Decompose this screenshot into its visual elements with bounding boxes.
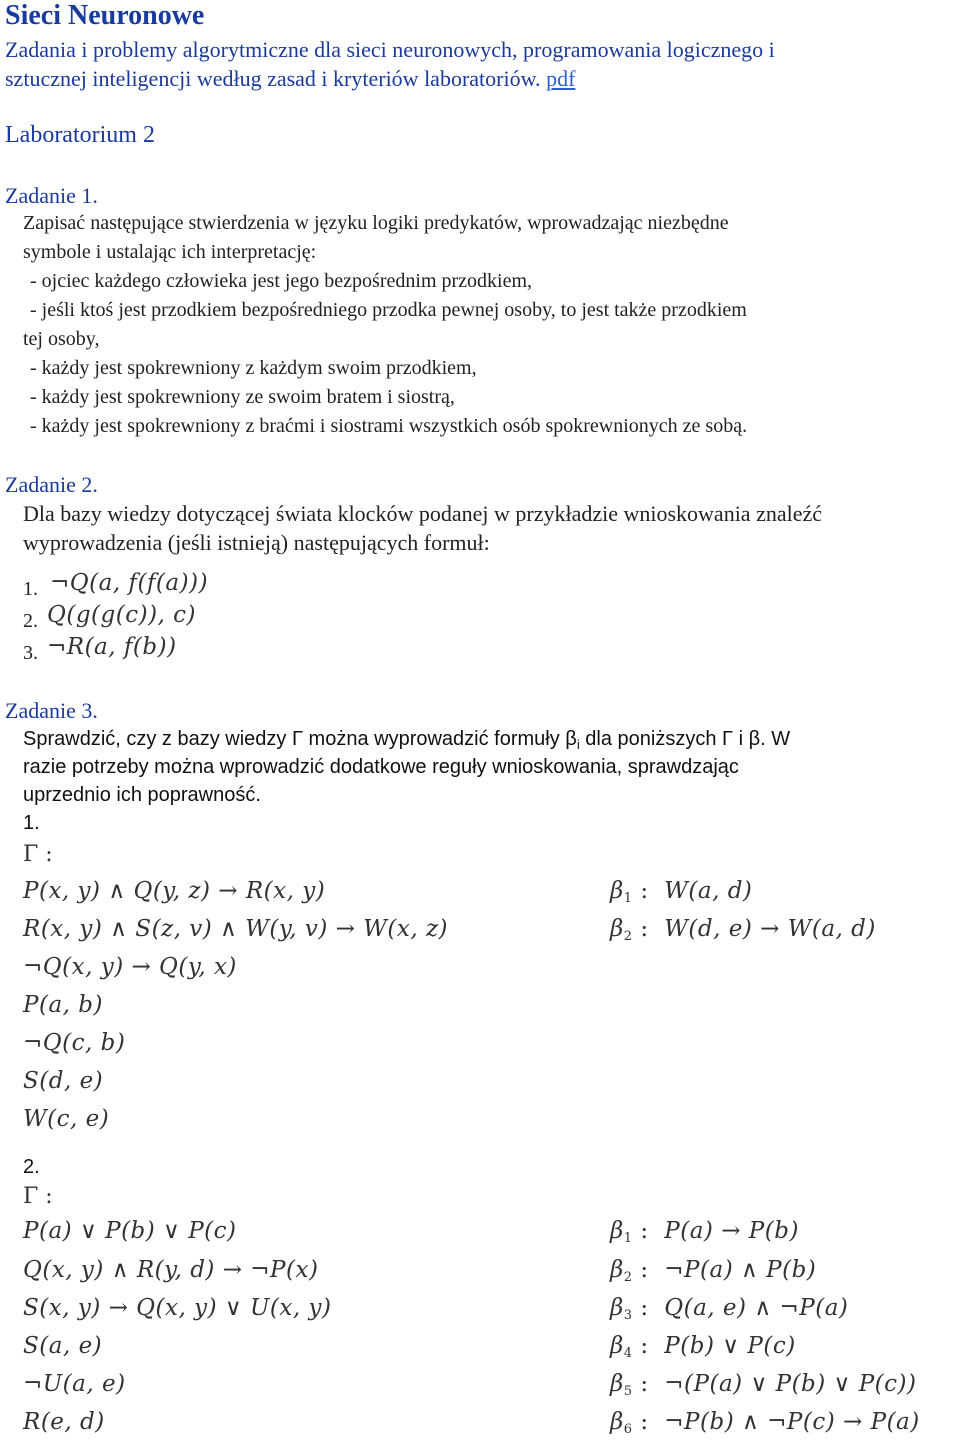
set-2-gamma-formula: P(a) ∨ P(b) ∨ P(c) [23, 1218, 237, 1244]
task-3-line [23, 728, 790, 752]
set-1-beta: $\beta_1$ : W(a, d) [610, 878, 753, 906]
task-2-item-number: 3. [23, 642, 38, 664]
task-3-line-text: Sprawdzić, czy z bazy wiedzy Γ można wyprowadzić formuły β [23, 728, 577, 750]
set-1-gamma-formula: P(x, y) ∧ Q(y, z) → R(x, y) [23, 878, 326, 904]
set-2-gamma-formula: Q(x, y) ∧ R(y, d) → ¬P(x) [23, 1257, 319, 1283]
set-2-beta: $\beta_4$ : P(b) ∨ P(c) [610, 1333, 796, 1361]
task-3-line: uprzednio ich poprawność. [23, 784, 261, 806]
task-2-item-number: 1. [23, 578, 38, 600]
set-2-gamma-formula: R(e, d) [23, 1409, 105, 1435]
set-1-gamma-formula: ¬Q(c, b) [23, 1030, 126, 1056]
set-2-gamma-formula: S(a, e) [23, 1333, 103, 1359]
task-2-line: Dla bazy wiedzy dotyczącej świata klocków podanej w przykładzie wnioskowania znaleźć [23, 501, 823, 526]
task-1-line: symbole i ustalając ich interpretację: [23, 241, 317, 263]
task-1-line: - każdy jest spokrewniony ze swoim bratem i siostrą, [30, 386, 455, 408]
set-2-beta: $\beta_5$ : ¬(P(a) ∨ P(b) ∨ P(c)) [610, 1371, 917, 1399]
task-1-line: tej osoby, [23, 328, 100, 350]
task-1-line: - ojciec każdego człowieka jest jego bezpośrednim przodkiem, [30, 270, 533, 292]
task-2-formula: ¬R(a, f(b)) [47, 634, 177, 660]
pdf-link[interactable]: pdf [546, 66, 576, 91]
lab-title: Laboratorium 2 [5, 122, 155, 148]
task-1-line: - jeśli ktoś jest przodkiem bezpośredniego przodka pewnej osoby, to jest także przodkiem [30, 299, 747, 321]
task-2-formula: ¬Q(a, f(f(a))) [50, 570, 209, 596]
task-2-formula: Q(g(g(c)), c) [47, 602, 197, 628]
set-2-beta: $\beta_3$ : Q(a, e) ∧ ¬P(a) [610, 1295, 849, 1323]
task-3-line: razie potrzeby można wprowadzić dodatkowe reguły wnioskowania, sprawdzając [23, 756, 739, 778]
set-1-gamma-formula: R(x, y) ∧ S(z, v) ∧ W(y, v) → W(x, z) [23, 916, 449, 942]
set-1-gamma-formula: W(c, e) [23, 1106, 110, 1132]
task-1-line: Zapisać następujące stwierdzenia w języku logiki predykatów, wprowadzając niezbędne [23, 212, 729, 234]
set-1-number: 1. [23, 812, 40, 834]
beta-subscript: i [576, 737, 580, 752]
set-2-beta: $\beta_1$ : P(a) → P(b) [610, 1218, 799, 1246]
set-2-gamma-label: Γ : [23, 1184, 53, 1209]
task-3-heading: Zadanie 3. [5, 698, 98, 723]
set-1-gamma-formula: S(d, e) [23, 1068, 104, 1094]
set-1-beta: $\beta_2$ : W(d, e) → W(a, d) [610, 916, 876, 944]
task-1-line: - każdy jest spokrewniony z braćmi i siostrami wszystkich osób spokrewnionych ze sobą. [30, 415, 748, 437]
task-2-heading: Zadanie 2. [5, 472, 98, 497]
task-2-line: wyprowadzenia (jeśli istnieją) następujących formuł: [23, 530, 490, 555]
task-1-heading: Zadanie 1. [5, 183, 98, 208]
intro-text-line-1: Zadania i problemy algorytmiczne dla sieci neuronowych, programowania logicznego i [5, 37, 775, 62]
set-1-gamma-label: Γ : [23, 842, 53, 867]
intro-text-line-2 [5, 66, 575, 92]
task-2-item-number: 2. [23, 610, 38, 632]
task-1-line: - każdy jest spokrewniony z każdym swoim przodkiem, [30, 357, 477, 379]
set-1-gamma-formula: ¬Q(x, y) → Q(y, x) [23, 954, 237, 980]
set-2-gamma-formula: S(x, y) → Q(x, y) ∨ U(x, y) [23, 1295, 332, 1321]
set-2-number: 2. [23, 1156, 40, 1178]
set-2-beta: $\beta_2$ : ¬P(a) ∧ P(b) [610, 1257, 817, 1285]
page-title: Sieci Neuronowe [5, 0, 205, 31]
set-2-gamma-formula: ¬U(a, e) [23, 1371, 126, 1397]
set-1-gamma-formula: P(a, b) [23, 992, 103, 1018]
set-2-beta: $\beta_6$ : ¬P(b) ∧ ¬P(c) → P(a) [610, 1409, 920, 1437]
intro-text: sztucznej inteligencji według zasad i kryteriów laboratoriów. [5, 66, 541, 91]
task-3-line-tail: dla poniższych Γ i β. W [579, 728, 791, 750]
